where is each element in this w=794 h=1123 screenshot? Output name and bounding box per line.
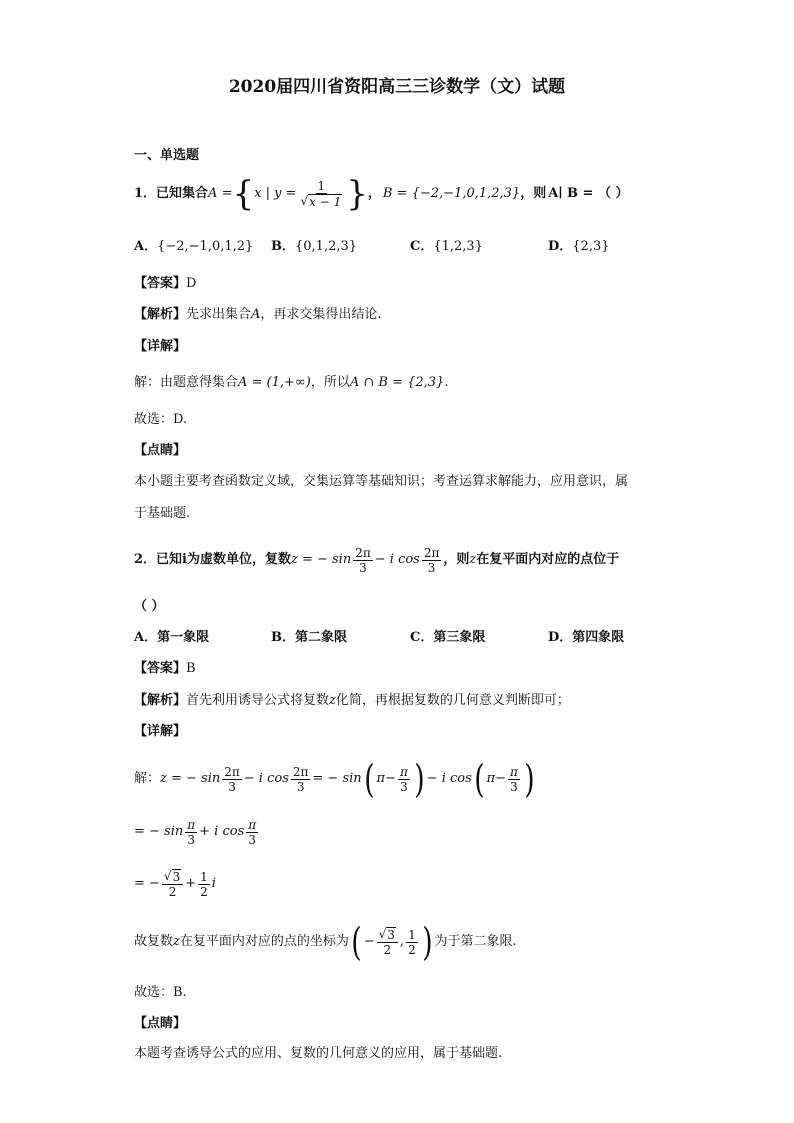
frac: [508, 765, 520, 794]
frac-num: π: [399, 764, 408, 779]
sqrt-body: 3: [172, 870, 181, 884]
q1-comment-label: 【点睛】: [134, 443, 187, 458]
minus: −: [385, 771, 396, 786]
expr: = − sin: [312, 771, 362, 786]
expr: z = − sin: [160, 771, 221, 786]
detail-end: .: [444, 375, 449, 390]
q1-brace-open: {: [232, 174, 255, 214]
analysis-label: 【解析】: [134, 307, 187, 322]
paren-close: ): [414, 757, 425, 801]
option-value: {0,1,2,3}: [295, 239, 358, 254]
conclusion-var: z: [173, 934, 180, 949]
sqrt-body: 3: [387, 928, 395, 942]
q2-solution-line2: [134, 812, 260, 852]
option-value: 第一象限: [157, 630, 210, 645]
q2-option-b: [271, 628, 347, 648]
option-value: {−2,−1,0,1,2}: [157, 239, 254, 254]
q2-frac2: [422, 546, 442, 575]
detail-text: 解：由题意得集合: [134, 375, 239, 390]
paren-open: (: [363, 757, 375, 801]
q1-frac-num: 1: [317, 179, 326, 193]
q1-answer: [134, 274, 196, 294]
paren-close: ): [524, 757, 535, 801]
frac: [222, 765, 242, 794]
q2-expr-a: z = − sin: [290, 552, 352, 567]
answer-label: 【答案】: [134, 661, 187, 676]
expr: − i cos: [243, 771, 289, 786]
frac-num: 2π: [292, 764, 309, 779]
q2-choose: 故选：B.: [134, 985, 187, 1000]
option-label: C．: [410, 630, 434, 645]
solution-prefix: 解：: [134, 771, 161, 786]
q2-option-a: [134, 628, 209, 648]
minus: −: [363, 934, 375, 949]
q1-analysis: [134, 305, 382, 325]
q2-paren: （ ）: [134, 599, 165, 614]
frac-den: 3: [427, 560, 436, 575]
answer-value: B: [186, 661, 196, 676]
analysis-text-end: 化简，再根据复数的几何意义判断即可；: [335, 693, 570, 708]
conclusion-text-end: 为于第二象限.: [434, 934, 517, 949]
expr: = −: [134, 876, 160, 891]
imag-unit: i: [211, 876, 216, 891]
q2-detail-label: 【详解】: [134, 724, 187, 739]
q1-comment-line2: 于基础题.: [134, 506, 191, 521]
frac-den: 3: [187, 832, 196, 847]
option-value: {1,2,3}: [433, 239, 483, 254]
frac-num: √ 3: [162, 869, 183, 885]
expr: − i cos: [426, 771, 472, 786]
q2-suffix-a: ，则: [443, 552, 470, 567]
frac: [291, 765, 311, 794]
answer-label: 【答案】: [134, 276, 187, 291]
q2-answer: [134, 659, 196, 679]
option-value: 第三象限: [433, 630, 486, 645]
frac-num: 2π: [355, 545, 371, 560]
q1-option-d: [548, 237, 610, 257]
q1-sqrt-body: x − 1: [309, 195, 342, 209]
frac: [406, 928, 418, 957]
answer-value: D: [186, 276, 197, 291]
frac-den: 2: [168, 885, 177, 899]
option-value: 第四象限: [572, 630, 625, 645]
q1-ask: A∣ B = （ ）: [548, 186, 629, 201]
paren-close: ): [421, 920, 433, 964]
frac-den: 3: [510, 779, 518, 794]
analysis-text: 首先利用诱导公式将复数: [186, 693, 330, 708]
q2-option-c: [410, 628, 485, 648]
frac: [198, 870, 210, 899]
frac-den: 3: [400, 779, 408, 794]
q1-choose: 故选：D.: [134, 412, 188, 427]
q2-conclusion: [134, 920, 517, 964]
detail-result: A ∩ B = {2,3}: [349, 375, 445, 390]
paren-open: (: [473, 757, 485, 801]
q2-expr-b: − i cos: [374, 552, 420, 567]
minus: −: [495, 771, 507, 786]
analysis-text: 先求出集合: [186, 307, 252, 322]
page-title: 2020届四川省资阳高三三诊数学（文）试题: [228, 77, 566, 97]
frac: [162, 869, 183, 899]
q1-fraction: [298, 179, 344, 209]
frac-den: 2: [383, 943, 392, 957]
q2-analysis: [134, 691, 570, 711]
q2-solution-line1: [134, 758, 537, 800]
detail-set: A = (1,+∞): [238, 375, 311, 390]
frac-den: 3: [248, 832, 257, 847]
q1-prefix: 1．已知集合: [134, 186, 209, 201]
frac: [185, 818, 197, 847]
q2-suffix-var: z: [469, 552, 477, 567]
frac-num: √ 3: [377, 927, 398, 943]
option-label: B．: [271, 630, 295, 645]
q1-detail-label: 【详解】: [134, 339, 187, 354]
comma: ,: [399, 934, 405, 949]
option-label: A．: [134, 239, 158, 254]
q1-set-b: B = {−2,−1,0,1,2,3}: [382, 186, 521, 201]
q1-then: ，则: [520, 186, 547, 201]
option-label: D．: [548, 630, 573, 645]
frac-num: 2π: [224, 764, 240, 779]
frac-den: 2: [408, 942, 416, 957]
option-label: D．: [548, 239, 573, 254]
option-label: B．: [271, 239, 295, 254]
frac-num: π: [510, 764, 518, 779]
q2-comment-label: 【点睛】: [134, 1016, 187, 1031]
expr: + i cos: [199, 824, 245, 839]
analysis-text-end: ，再求交集得出结论.: [260, 307, 382, 322]
q2-solution-line3: [134, 862, 216, 906]
frac-den: 3: [228, 779, 236, 794]
frac: [377, 927, 398, 957]
q1-set-a-var: x | y =: [254, 186, 297, 201]
analysis-var: z: [329, 693, 336, 708]
pi: π: [376, 771, 386, 786]
q2-suffix-b: 在复平面内对应的点位于: [476, 552, 620, 567]
frac-num: π: [187, 817, 196, 832]
analysis-label: 【解析】: [134, 693, 187, 708]
option-label: A．: [134, 630, 158, 645]
frac: [398, 765, 410, 794]
pi: π: [486, 771, 496, 786]
section-heading: 一、单选题: [134, 148, 200, 163]
option-value: 第二象限: [295, 630, 348, 645]
frac-num: π: [248, 817, 257, 832]
q1-option-b: [271, 237, 357, 257]
q2-stem: [134, 540, 619, 580]
q1-option-c: [410, 237, 483, 257]
q1-frac-den: √ x − 1: [300, 194, 342, 209]
plus: +: [185, 876, 197, 891]
q2-frac1: [353, 546, 373, 575]
conclusion-text-mid: 在复平面内对应的点的坐标为: [179, 934, 349, 949]
frac-den: 2: [200, 884, 208, 899]
frac: [246, 818, 258, 847]
q1-set-a-lhs: A =: [208, 186, 233, 201]
frac-den: 3: [359, 560, 367, 575]
q1-detail: [134, 373, 448, 393]
q1-stem: [134, 172, 629, 216]
q1-comma: ，: [367, 186, 381, 201]
q1-option-a: [134, 237, 253, 257]
q1-brace-close: }: [346, 174, 368, 214]
analysis-var: A: [251, 307, 261, 322]
paren-open: (: [351, 920, 362, 964]
frac-num: 2π: [423, 545, 440, 560]
frac-num: 1: [408, 927, 416, 942]
option-value: {2,3}: [572, 239, 610, 254]
conclusion-text: 故复数: [134, 934, 174, 949]
frac-num: 1: [200, 869, 208, 884]
detail-text-mid: ，所以: [310, 375, 350, 390]
q1-comment-line1: 本小题主要考查函数定义域，交集运算等基础知识；考查运算求解能力，应用意识，属: [134, 474, 629, 489]
q2-comment: 本题考查诱导公式的应用、复数的几何意义的应用，属于基础题.: [134, 1046, 503, 1061]
q2-option-d: [548, 628, 624, 648]
expr: = − sin: [134, 824, 184, 839]
q2-prefix: 2．已知i为虚数单位，复数: [134, 552, 291, 567]
frac-den: 3: [296, 779, 305, 794]
option-label: C．: [410, 239, 434, 254]
